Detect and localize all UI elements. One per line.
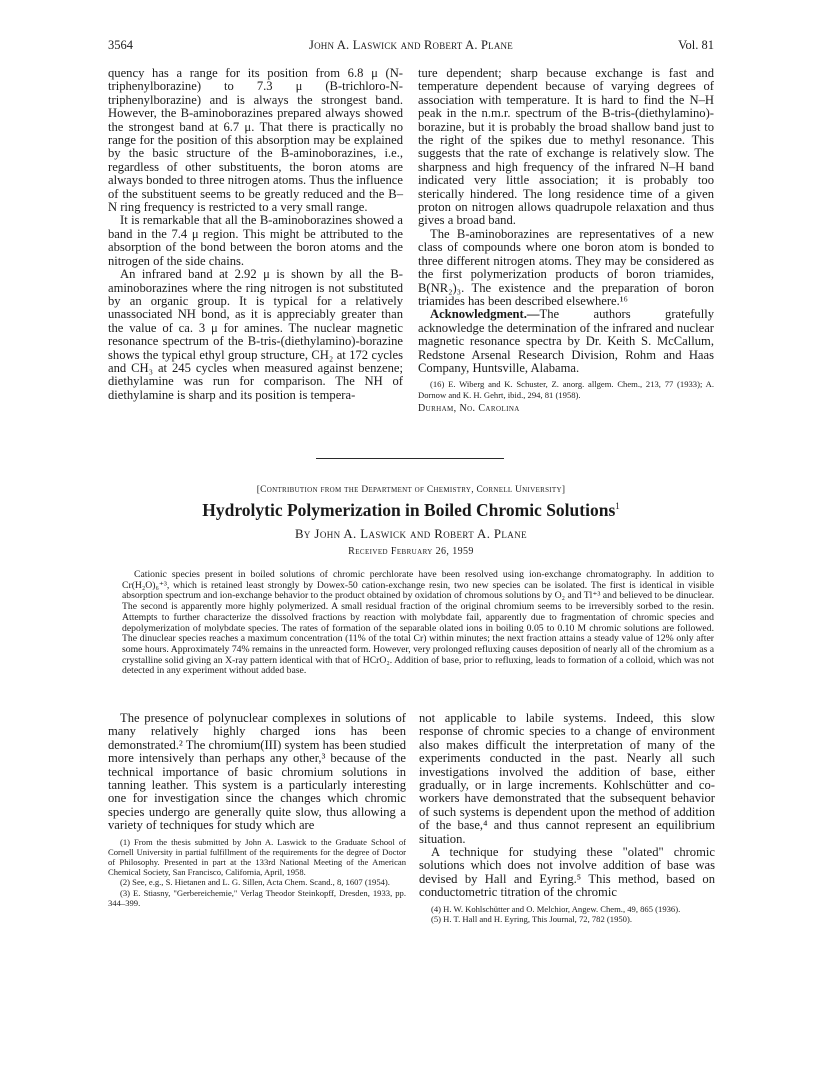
abstract: Cationic species present in boiled solutions of chromic perchlorate have been resolved using ion-exchange chromatography. In addition to Cr(H₂O)₆⁺³, which is retained least strongly by Dowex-50 cation-exchange resin, two new species can be isolated. The first is identical in visible absorption spectrum and ion-exchange behavior to the product obtained by oxidation of chromous solutions by O₂ and Tl⁺³ and believed to be dinuclear. The second is apparently more highly polymerized. A small residual fraction of the original chromium seems to be irreversibly sorbed to the resin. Attempts to further characterize the dissolved fractions by reaction with molybdate fail, apparently due to fragmentation of chromic species and depolymerization of molybdate species. The rates of formation of the separable olated ions in boiling 0.05 to 0.10 M chromic solutions are followed. The dinuclear species reaches a maximum concentration (11% of the total Cr) within minutes; the next fraction attains a steady value of 12% only after some hours. Approximately 74% remains in the unreacted form. However, very prolonged refluxing causes deposition of nearly all of the chromium as a crystalline solid giving an X-ray pattern identical with that of HCrO₂. Addition of base, prior to refluxing, leads to formation of a colloid, which was not detected in any experiment without added base. [122,569,714,677]
body-right-column [419,712,715,924]
acknowledgment [418,308,714,375]
paragraph: It is remarkable that all the B-aminoborazines showed a band in the 7.4 μ region. This might be attributed to the absorption of the bond between the boron atoms and the nitrogen of the side chains. [108,213,403,268]
running-header [108,38,714,54]
top-left-column [108,67,403,402]
footnote: (5) H. T. Hall and H. Eyring, This Journal, 72, 782 (1950). [431,913,632,924]
paragraph: An infrared band at 2.92 μ is shown by all the B-aminoborazines where the ring nitrogen is not substituted by an organic group. It is typical for a relatively unassociated NH bond, as it is appreciably greater than the value of ca. 3 μ for amines. The nuclear magnetic resonance spectrum of the B-tris-(diethylamino)-borazine shows the typical ethyl group structure, CH₂ at 172 cycles and CH₃ at 245 cycles when measured against benzene; diethylamine was run for comparison. The NH of diethylamine is sharp and its position is tempera- [108,267,403,402]
footnote-block [419,904,715,924]
paragraph: quency has a range for its position from 6.8 μ (N-triphenylborazine) to 7.3 μ (B-trichloro-N-triphenylborazine) and is always the strongest band. However, the B-aminoborazines prepared always showed the strongest band at 6.7 μ. That there is practically no range for the position of this absorption may be explained by the basic structure of the B-aminoborazines, i.e., regardless of other substituents, the boron atoms are always bonded to three nitrogen atoms. Thus the influence of the substituent seems to be greatly reduced and the B–N ring frequency is restricted to a very small range. [108,66,403,215]
paragraph: The presence of polynuclear complexes in solutions of many relatively highly charged ions has been demonstrated.² The chromium(III) system has been studied more intensively than perhaps any other,³ because of the technical importance of basic chromium solutions in tanning leather. This system is a particularly interesting one for investigation since the changes which chromic species undergo are generally quite slow, thus allowing a variety of techniques for study which are [108,711,406,833]
paragraph: A technique for studying these "olated" chromic solutions which does not involve addition of base was devised by Hall and Eyring.⁵ This method, based on conductometric titration of the chromic [419,845,715,900]
article-title-text: Hydrolytic Polymerization in Boiled Chromic Solutions [202,500,616,520]
paragraph: ture dependent; sharp because exchange is fast and temperature dependent because of varying degrees of association with temperature. It is hard to find the N–H peak in the n.m.r. spectrum of the B-tris-(diethylamino)-borazine, but it is probably the broad shallow band just to the right of the spikes due to methyl resonance. This suggests that the rate of exchange is relatively slow. The sharpness and high frequency of the infrared N–H band indicated very little association; it is probably too sterically hindered. The long residence time of a given proton on nitrogen allows quadrupole relaxation and thus gives a broad band. [418,66,714,228]
volume-label: Vol. 81 [678,38,714,52]
running-title: John A. Laswick and Robert A. Plane [309,38,513,52]
footnote: (2) See, e.g., S. Hietanen and L. G. Sillen, Acta Chem. Scand., 8, 1607 (1954). [120,877,390,888]
authors-line: By John A. Laswick and Robert A. Plane [295,527,527,541]
section-divider [316,458,504,459]
article-title [108,500,714,521]
paragraph: not applicable to labile systems. Indeed, this slow response of chromic species to a change of environment also makes difficult the interpretation of many of the experiments conducted in the past. Nearly all such investigations involved the addition of base, either gradually, or in large increments. Kohlschütter and co-workers have demonstrated that the subsequent behavior of such systems is dependent upon the method of addition of the base,⁴ and thus cannot represent an equilibrium situation. [419,711,715,846]
footnote-block [108,837,406,908]
footnote-block [418,379,714,415]
acknowledgment-heading: Acknowledgment.— [430,307,540,322]
title-footnote-mark: 1 [615,501,620,512]
page-number: 3564 [108,38,133,52]
footnote: (1) From the thesis submitted by John A. Laswick to the Graduate School of Cornell University in partial fulfillment of the requirements for the degree of Doctor of Philosophy. Presented in part at the 133rd National Meeting of the American Chemical Society, San Francisco, California, April, 1958. [108,836,406,878]
body-left-column [108,712,406,908]
footnote: (4) H. W. Kohlschütter and O. Melchior, Angew. Chem., 49, 865 (1936). [431,903,681,914]
footnote: (16) E. Wiberg and K. Schuster, Z. anorg. allgem. Chem., 213, 77 (1933); A. Dornow and K. H. Gehrt, ibid., 294, 81 (1958). [418,379,714,400]
place-line: Durham, No. Carolina [418,402,520,414]
footnote: (3) E. Stiasny, "Gerbereichemie," Verlag Theodor Steinkopff, Dresden, 1933, pp. 344–399. [108,887,406,908]
acknowledgment-text: The authors gratefully acknowledge the determination of the infrared and nuclear magnetic resonance spectra by Dr. Keith S. McCallum, Redstone Arsenal Research Division, Rohm and Haas Company, Huntsville, Alabama. [418,307,714,375]
paragraph: The B-aminoborazines are representatives of a new class of compounds where one boron atom is bonded to three different nitrogen atoms. They may be considered as the first polymerization products of boron triamides, B(NR₂)₃. The existence and the preparation of boron triamides has been described elsewhere.¹⁶ [418,226,714,308]
top-right-column [418,67,714,415]
received-date: Received February 26, 1959 [348,546,474,557]
contribution-line: [Contribution from the Department of Chemistry, Cornell University] [256,485,566,495]
